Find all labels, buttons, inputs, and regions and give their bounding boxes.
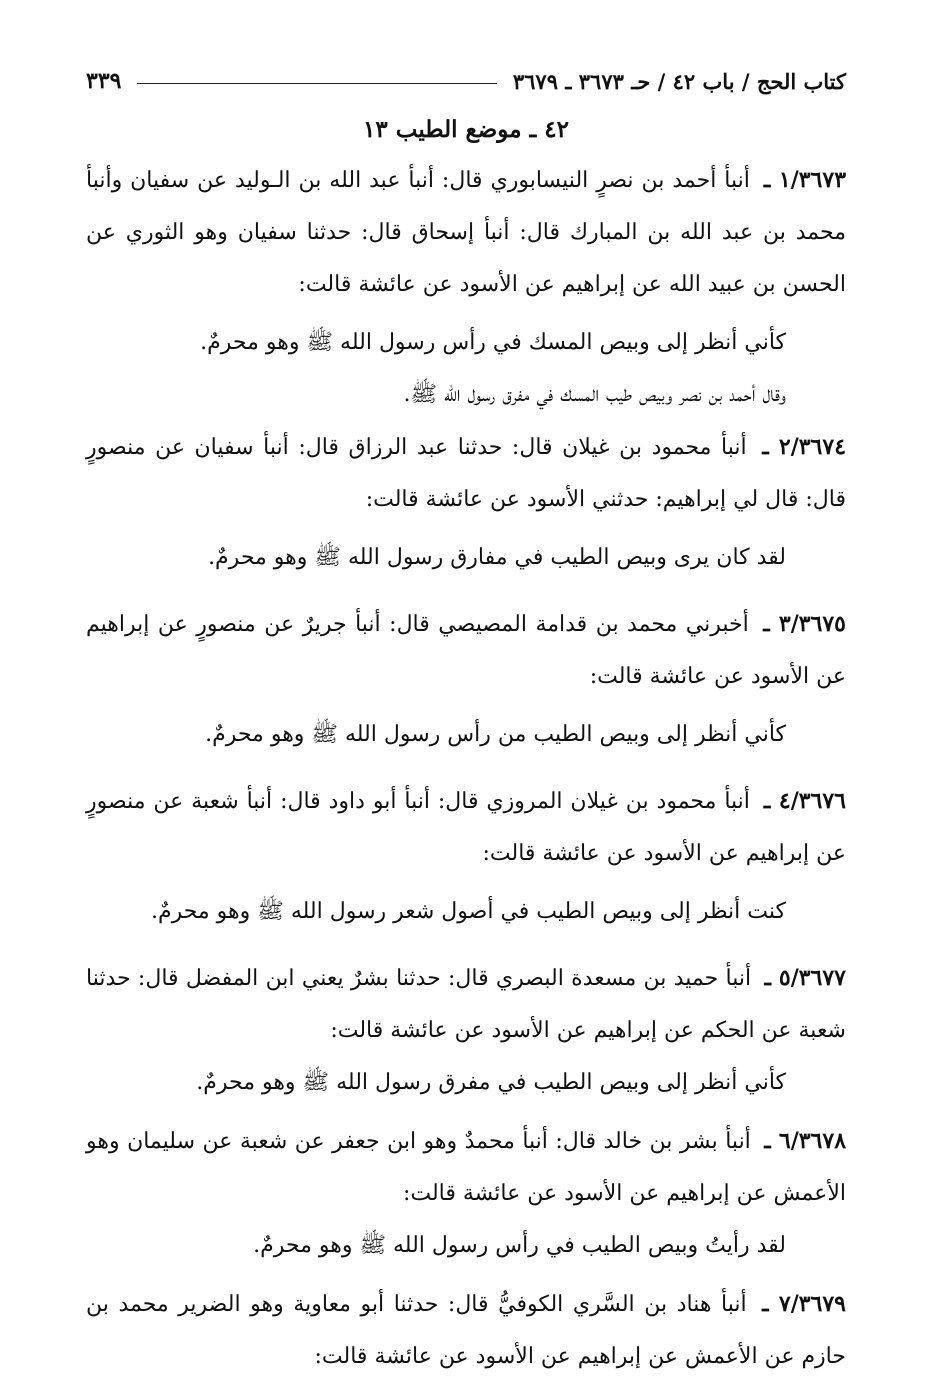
hadith-entry	[86, 1115, 846, 1272]
hadith-number: ٢/٣٦٧٤ ـ	[762, 434, 847, 460]
hadith-matn: كأني أنظر إلى وبيص المسك في رأس رسول الله ﷺ وهو محرمٌ.	[200, 330, 786, 355]
isnad-text: أنبأ محمود بن غيلان المروزي قال: أنبأ أبو داود قال: أنبأ شعبة عن منصورٍ عن إبراهيم عن الأسود عن عائشة قالت:	[86, 789, 846, 866]
hadith-number: ٦/٣٦٧٨ ـ	[764, 1128, 847, 1154]
header-rule	[137, 83, 496, 84]
hadith-entry	[86, 154, 846, 421]
hadith-matn: كأني أنظر إلى وبيص الطيب في مفرق رسول الله ﷺ وهو محرمٌ.	[196, 1070, 786, 1095]
isnad-text: أنبأ محمود بن غيلان قال: حدثنا عبد الرزاق قال: أنبأ سفيان عن منصورٍ قال: قال لي إبراهيم: حدثني الأسود عن عائشة قالت:	[86, 435, 846, 512]
hadith-isnad	[86, 154, 846, 311]
isnad-text: أخبرني محمد بن قدامة المصيصي قال: أنبأ جريرٌ عن منصورٍ عن إبراهيم عن الأسود عن عائشة قالت:	[86, 612, 846, 689]
hadith-number: ٣/٣٦٧٥ ـ	[763, 611, 846, 637]
isnad-text: أنبأ حميد بن مسعدة البصري قال: حدثنا بشرٌ يعني ابن المفضل قال: حدثنا شعبة عن الحكم عن إبراهيم عن الأسود عن عائشة قالت:	[86, 966, 846, 1043]
hadith-entry	[86, 598, 846, 761]
hadith-isnad	[86, 1278, 846, 1383]
running-title: كتاب الحج / باب ٤٢ / حـ ٣٦٧٣ ـ ٣٦٧٩	[512, 68, 846, 94]
isnad-text: أنبأ بشر بن خالد قال: أنبأ محمدٌ وهو ابن جعفر عن شعبة عن سليمان وهو الأعمش عن إبراهيم عن الأسود عن عائشة قالت:	[86, 1129, 846, 1206]
hadith-entry	[86, 952, 846, 1109]
hadith-entry	[86, 421, 846, 584]
hadith-isnad	[86, 775, 846, 880]
hadith-isnad	[86, 598, 846, 703]
hadith-isnad	[86, 952, 846, 1057]
hadith-isnad	[86, 421, 846, 526]
running-header	[86, 58, 846, 104]
hadith-matn: كنت أنظر إلى وبيص الطيب في أصول شعر رسول الله ﷺ وهو محرمٌ.	[150, 899, 786, 924]
hadith-number: ١/٣٦٧٣ ـ	[763, 167, 847, 193]
hadith-note: وقال أحمد بن نصر وبيص طيب المسك في مفرق رسول الله ﷺ.	[403, 382, 786, 407]
hadith-matn: لقد رأيتُ وبيص الطيب في رأس رسول الله ﷺ وهو محرمٌ.	[253, 1233, 786, 1258]
hadith-entry	[86, 1278, 846, 1383]
hadith-matn: لقد كان يرى وبيص الطيب في مفارق رسول الله ﷺ وهو محرمٌ.	[208, 545, 786, 570]
section-title: ٤٢ ـ موضع الطيب ١٣	[363, 116, 569, 143]
isnad-text: أنبأ هناد بن السَّري الكوفيُّ قال: حدثنا أبو معاوية وهو الضرير محمد بن حازم عن الأعمش عن إبراهيم عن الأسود عن عائشة قالت:	[86, 1292, 846, 1369]
hadith-entry	[86, 775, 846, 938]
isnad-text: أنبأ أحمد بن نصرٍ النيسابوري قال: أنبأ عبد الله بن الـوليد عن سفيان وأنبأ محمد بن عبد الله بن المبارك قال: أنبأ إسحاق قال: حدثنا سفيان وهو الثوري عن الحسن بن عبيد الله عن إبراهيم عن الأسود عن عائشة قالت:	[86, 168, 846, 297]
hadith-number: ٧/٣٦٧٩ ـ	[762, 1291, 846, 1317]
page-number: ٣٣٩	[86, 68, 122, 94]
hadith-number: ٥/٣٦٧٧ ـ	[764, 965, 846, 991]
hadith-isnad	[86, 1115, 846, 1220]
hadith-number: ٤/٣٦٧٦ ـ	[763, 788, 846, 814]
hadith-matn: كأني أنظر إلى وبيص الطيب من رأس رسول الله ﷺ وهو محرمٌ.	[205, 722, 786, 747]
